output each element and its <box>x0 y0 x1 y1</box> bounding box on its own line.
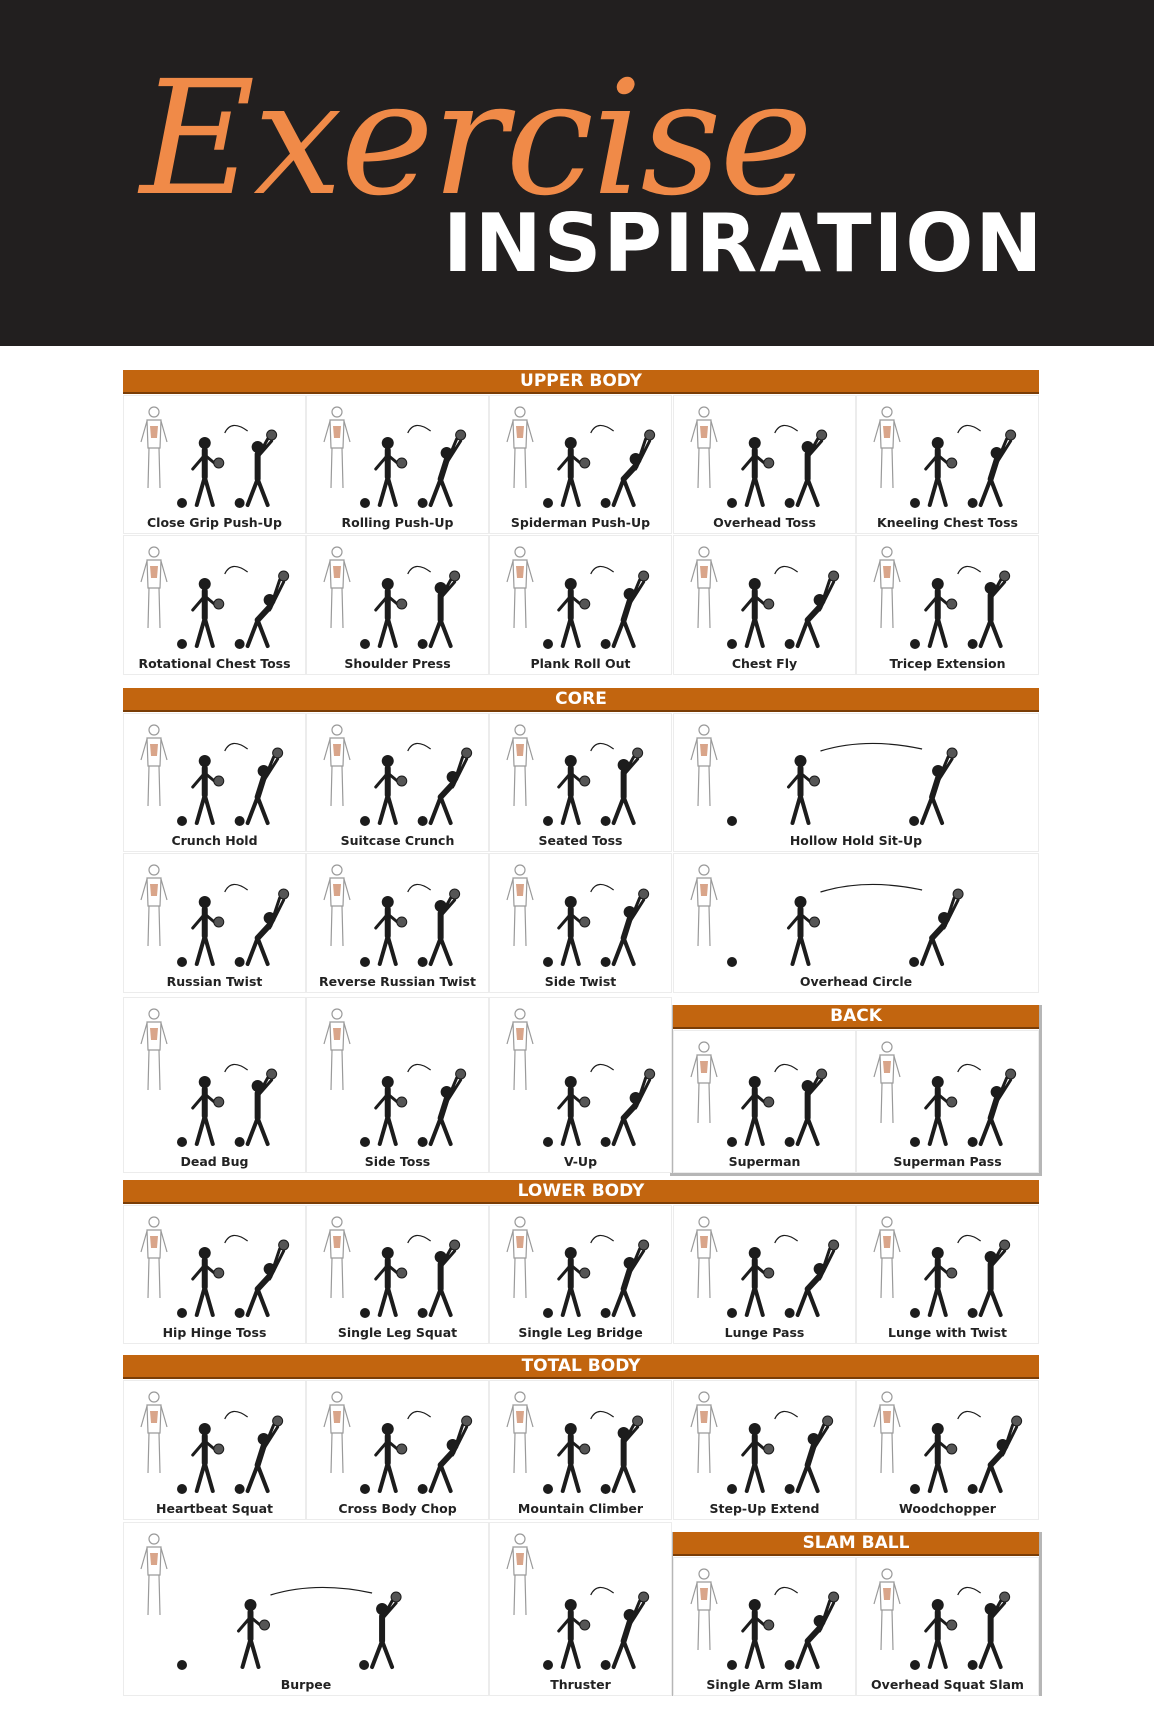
anatomy-figure-icon <box>136 544 172 632</box>
exercise-figure-icon <box>540 1529 663 1673</box>
exercise-illustration <box>540 402 665 513</box>
exercise-card-spiderman-push-up <box>489 395 672 534</box>
anatomy-figure-icon <box>319 544 355 632</box>
muscle-diagram <box>319 862 355 950</box>
anatomy-figure-icon <box>502 404 538 492</box>
exercise-illustration <box>357 1212 482 1323</box>
muscle-diagram <box>686 544 722 632</box>
muscle-diagram <box>502 404 538 492</box>
exercise-illustration <box>540 1212 665 1323</box>
exercise-figure-icon <box>540 1387 663 1497</box>
exercise-caption: Crunch Hold <box>171 833 258 848</box>
exercise-caption: V-Up <box>563 1154 598 1169</box>
section-band-slam-ball: SLAM BALL <box>673 1532 1039 1556</box>
exercise-caption: Burpee <box>280 1677 332 1692</box>
anatomy-figure-icon <box>869 544 905 632</box>
exercise-figure-icon <box>907 1564 1030 1673</box>
exercise-illustration <box>174 720 299 831</box>
exercise-caption: Rolling Push-Up <box>341 515 454 530</box>
exercise-card-shoulder-press <box>306 535 489 675</box>
muscle-diagram <box>686 404 722 492</box>
section-band-lower-body: LOWER BODY <box>123 1180 1039 1204</box>
exercise-card-v-up <box>489 997 672 1173</box>
exercise-illustration <box>174 1212 299 1323</box>
anatomy-figure-icon <box>686 544 722 632</box>
exercise-card-side-toss <box>306 997 489 1173</box>
exercise-illustration <box>357 1004 482 1152</box>
exercise-figure-icon <box>540 860 663 970</box>
exercise-illustration <box>724 1564 849 1675</box>
exercise-caption: Heartbeat Squat <box>156 1501 273 1516</box>
muscle-diagram <box>136 544 172 632</box>
anatomy-figure-icon <box>319 404 355 492</box>
exercise-card-overhead-toss <box>673 395 856 534</box>
exercise-caption: Plank Roll Out <box>530 656 631 671</box>
anatomy-figure-icon <box>869 1389 905 1477</box>
muscle-diagram <box>502 722 538 810</box>
muscle-diagram <box>869 1214 905 1302</box>
exercise-card-single-leg-bridge <box>489 1205 672 1344</box>
exercise-card-tricep-extension <box>856 535 1039 675</box>
exercise-card-close-grip-push-up <box>123 395 306 534</box>
muscle-diagram <box>136 1531 172 1619</box>
muscle-diagram <box>319 1389 355 1477</box>
anatomy-figure-icon <box>686 1389 722 1477</box>
exercise-card-lunge-with-twist <box>856 1205 1039 1344</box>
muscle-diagram <box>869 544 905 632</box>
exercise-card-rotational-chest-toss <box>123 535 306 675</box>
anatomy-figure-icon <box>869 1039 905 1127</box>
anatomy-figure-icon <box>686 862 722 950</box>
exercise-figure-icon <box>357 1004 480 1150</box>
exercise-caption: Woodchopper <box>899 1501 996 1516</box>
muscle-diagram <box>502 1389 538 1477</box>
anatomy-figure-icon <box>136 722 172 810</box>
exercise-card-burpee <box>123 1522 489 1696</box>
section-band-core: CORE <box>123 688 1039 712</box>
exercise-figure-icon <box>724 402 847 511</box>
exercise-figure-icon <box>724 860 1030 970</box>
muscle-diagram <box>686 722 722 810</box>
exercise-caption: Single Leg Bridge <box>518 1325 643 1340</box>
muscle-diagram <box>319 404 355 492</box>
exercise-figure-icon <box>174 720 297 829</box>
exercise-card-heartbeat-squat <box>123 1380 306 1520</box>
exercise-figure-icon <box>357 542 480 652</box>
exercise-caption: Thruster <box>550 1677 611 1692</box>
exercise-illustration <box>540 720 665 831</box>
exercise-card-seated-toss <box>489 713 672 852</box>
script-title: Exercise <box>140 47 812 231</box>
anatomy-figure-icon <box>319 1214 355 1302</box>
exercise-illustration <box>724 542 849 654</box>
anatomy-figure-icon <box>686 1566 722 1654</box>
exercise-card-single-leg-squat <box>306 1205 489 1344</box>
exercise-figure-icon <box>540 402 663 511</box>
exercise-poster <box>123 370 1039 1696</box>
exercise-card-overhead-circle <box>673 853 1039 993</box>
exercise-figure-icon <box>174 1529 480 1673</box>
exercise-caption: Side Toss <box>364 1154 431 1169</box>
exercise-figure-icon <box>540 542 663 652</box>
exercise-figure-icon <box>907 1212 1030 1321</box>
exercise-figure-icon <box>174 1212 297 1321</box>
inspiration-title: INSPIRATION <box>443 197 1045 290</box>
muscle-diagram <box>686 862 722 950</box>
exercise-figure-icon <box>174 1387 297 1497</box>
exercise-card-thruster <box>489 1522 672 1696</box>
exercise-illustration <box>540 1004 665 1152</box>
exercise-figure-icon <box>357 860 480 970</box>
exercise-caption: Spiderman Push-Up <box>510 515 651 530</box>
exercise-illustration <box>907 1564 1032 1675</box>
exercise-figure-icon <box>907 1037 1030 1150</box>
exercise-illustration <box>540 860 665 972</box>
exercise-illustration <box>724 1212 849 1323</box>
muscle-diagram <box>869 1566 905 1654</box>
anatomy-figure-icon <box>502 1389 538 1477</box>
exercise-illustration <box>174 860 299 972</box>
exercise-card-chest-fly <box>673 535 856 675</box>
exercise-figure-icon <box>174 542 297 652</box>
exercise-card-hollow-hold-sit-up <box>673 713 1039 852</box>
section-band-back: BACK <box>673 1005 1039 1029</box>
section-band-total-body: TOTAL BODY <box>123 1355 1039 1379</box>
anatomy-figure-icon <box>502 1006 538 1094</box>
anatomy-figure-icon <box>869 1214 905 1302</box>
muscle-diagram <box>686 1214 722 1302</box>
exercise-caption: Superman Pass <box>893 1154 1002 1169</box>
exercise-illustration <box>174 542 299 654</box>
exercise-caption: Single Arm Slam <box>706 1677 823 1692</box>
anatomy-figure-icon <box>686 1039 722 1127</box>
anatomy-figure-icon <box>686 404 722 492</box>
muscle-diagram <box>502 1531 538 1619</box>
exercise-illustration <box>907 402 1032 513</box>
exercise-card-suitcase-crunch <box>306 713 489 852</box>
anatomy-figure-icon <box>502 544 538 632</box>
muscle-diagram <box>502 544 538 632</box>
exercise-caption: Single Leg Squat <box>337 1325 458 1340</box>
exercise-figure-icon <box>174 1004 297 1150</box>
exercise-card-superman-pass <box>856 1030 1039 1173</box>
muscle-diagram <box>686 1389 722 1477</box>
exercise-card-cross-body-chop <box>306 1380 489 1520</box>
exercise-illustration <box>724 1037 849 1152</box>
anatomy-figure-icon <box>136 404 172 492</box>
exercise-card-rolling-push-up <box>306 395 489 534</box>
anatomy-figure-icon <box>502 1214 538 1302</box>
exercise-figure-icon <box>907 1387 1030 1497</box>
anatomy-figure-icon <box>136 1214 172 1302</box>
anatomy-figure-icon <box>319 722 355 810</box>
anatomy-figure-icon <box>319 862 355 950</box>
anatomy-figure-icon <box>319 1389 355 1477</box>
muscle-diagram <box>869 404 905 492</box>
exercise-figure-icon <box>724 720 1030 829</box>
anatomy-figure-icon <box>136 862 172 950</box>
exercise-illustration <box>907 1212 1032 1323</box>
exercise-illustration <box>357 542 482 654</box>
exercise-figure-icon <box>540 1212 663 1321</box>
exercise-caption: Rotational Chest Toss <box>138 656 291 671</box>
exercise-illustration <box>357 860 482 972</box>
anatomy-figure-icon <box>869 404 905 492</box>
exercise-caption: Seated Toss <box>538 833 623 848</box>
exercise-card-crunch-hold <box>123 713 306 852</box>
exercise-illustration <box>357 402 482 513</box>
exercise-card-dead-bug <box>123 997 306 1173</box>
exercise-caption: Hip Hinge Toss <box>162 1325 267 1340</box>
anatomy-figure-icon <box>502 862 538 950</box>
anatomy-figure-icon <box>136 1531 172 1619</box>
exercise-figure-icon <box>357 402 480 511</box>
exercise-caption: Shoulder Press <box>344 656 451 671</box>
exercise-figure-icon <box>724 1212 847 1321</box>
exercise-card-hip-hinge-toss <box>123 1205 306 1344</box>
exercise-figure-icon <box>357 1212 480 1321</box>
exercise-illustration <box>174 402 299 513</box>
muscle-diagram <box>686 1039 722 1127</box>
exercise-illustration <box>724 720 1032 831</box>
exercise-caption: Overhead Toss <box>713 515 816 530</box>
exercise-card-step-up-extend <box>673 1380 856 1520</box>
exercise-illustration <box>724 860 1032 972</box>
muscle-diagram <box>136 1389 172 1477</box>
muscle-diagram <box>319 1214 355 1302</box>
exercise-figure-icon <box>724 1564 847 1673</box>
exercise-card-single-arm-slam <box>673 1557 856 1696</box>
exercise-card-overhead-squat-slam <box>856 1557 1039 1696</box>
exercise-card-superman <box>673 1030 856 1173</box>
exercise-illustration <box>174 1529 482 1675</box>
exercise-caption: Side Twist <box>544 974 617 989</box>
exercise-illustration <box>540 1529 665 1675</box>
exercise-figure-icon <box>540 1004 663 1150</box>
exercise-caption: Lunge Pass <box>724 1325 805 1340</box>
muscle-diagram <box>319 1006 355 1094</box>
muscle-diagram <box>136 1006 172 1094</box>
exercise-figure-icon <box>540 720 663 829</box>
exercise-illustration <box>540 542 665 654</box>
anatomy-figure-icon <box>686 1214 722 1302</box>
exercise-card-mountain-climber <box>489 1380 672 1520</box>
exercise-figure-icon <box>174 402 297 511</box>
exercise-figure-icon <box>357 1387 480 1497</box>
exercise-caption: Russian Twist <box>166 974 263 989</box>
title-banner <box>0 0 1154 346</box>
anatomy-figure-icon <box>502 1531 538 1619</box>
exercise-figure-icon <box>724 1387 847 1497</box>
exercise-caption: Cross Body Chop <box>338 1501 457 1516</box>
exercise-caption: Reverse Russian Twist <box>319 974 476 989</box>
anatomy-figure-icon <box>136 1389 172 1477</box>
exercise-card-plank-roll-out <box>489 535 672 675</box>
exercise-caption: Overhead Circle <box>799 974 913 989</box>
exercise-illustration <box>907 1037 1032 1152</box>
exercise-illustration <box>174 1004 299 1152</box>
exercise-caption: Chest Fly <box>731 656 798 671</box>
exercise-card-side-twist <box>489 853 672 993</box>
exercise-caption: Step-Up Extend <box>709 1501 820 1516</box>
exercise-figure-icon <box>174 860 297 970</box>
exercise-illustration <box>724 1387 849 1499</box>
exercise-figure-icon <box>724 542 847 652</box>
exercise-caption: Tricep Extension <box>889 656 1006 671</box>
exercise-caption: Suitcase Crunch <box>340 833 455 848</box>
anatomy-figure-icon <box>686 722 722 810</box>
exercise-illustration <box>357 1387 482 1499</box>
exercise-illustration <box>907 1387 1032 1499</box>
exercise-figure-icon <box>907 402 1030 511</box>
exercise-caption: Kneeling Chest Toss <box>877 515 1018 530</box>
muscle-diagram <box>136 404 172 492</box>
muscle-diagram <box>869 1039 905 1127</box>
exercise-caption: Lunge with Twist <box>887 1325 1007 1340</box>
exercise-card-lunge-pass <box>673 1205 856 1344</box>
muscle-diagram <box>136 862 172 950</box>
exercise-caption: Hollow Hold Sit-Up <box>789 833 923 848</box>
anatomy-figure-icon <box>502 722 538 810</box>
exercise-illustration <box>174 1387 299 1499</box>
exercise-caption: Overhead Squat Slam <box>871 1677 1024 1692</box>
exercise-card-kneeling-chest-toss <box>856 395 1039 534</box>
muscle-diagram <box>502 1214 538 1302</box>
muscle-diagram <box>502 1006 538 1094</box>
muscle-diagram <box>686 1566 722 1654</box>
anatomy-figure-icon <box>869 1566 905 1654</box>
exercise-caption: Close Grip Push-Up <box>146 515 282 530</box>
exercise-card-reverse-russian-twist <box>306 853 489 993</box>
muscle-diagram <box>869 1389 905 1477</box>
muscle-diagram <box>136 722 172 810</box>
exercise-illustration <box>907 542 1032 654</box>
exercise-figure-icon <box>357 720 480 829</box>
exercise-card-woodchopper <box>856 1380 1039 1520</box>
exercise-caption: Mountain Climber <box>517 1501 644 1516</box>
muscle-diagram <box>319 722 355 810</box>
muscle-diagram <box>136 1214 172 1302</box>
exercise-caption: Superman <box>728 1154 801 1169</box>
exercise-figure-icon <box>724 1037 847 1150</box>
exercise-illustration <box>724 402 849 513</box>
section-band-upper-body: UPPER BODY <box>123 370 1039 394</box>
muscle-diagram <box>319 544 355 632</box>
anatomy-figure-icon <box>136 1006 172 1094</box>
anatomy-figure-icon <box>319 1006 355 1094</box>
exercise-figure-icon <box>907 542 1030 652</box>
muscle-diagram <box>502 862 538 950</box>
exercise-illustration <box>357 720 482 831</box>
exercise-illustration <box>540 1387 665 1499</box>
exercise-card-russian-twist <box>123 853 306 993</box>
exercise-caption: Dead Bug <box>180 1154 249 1169</box>
